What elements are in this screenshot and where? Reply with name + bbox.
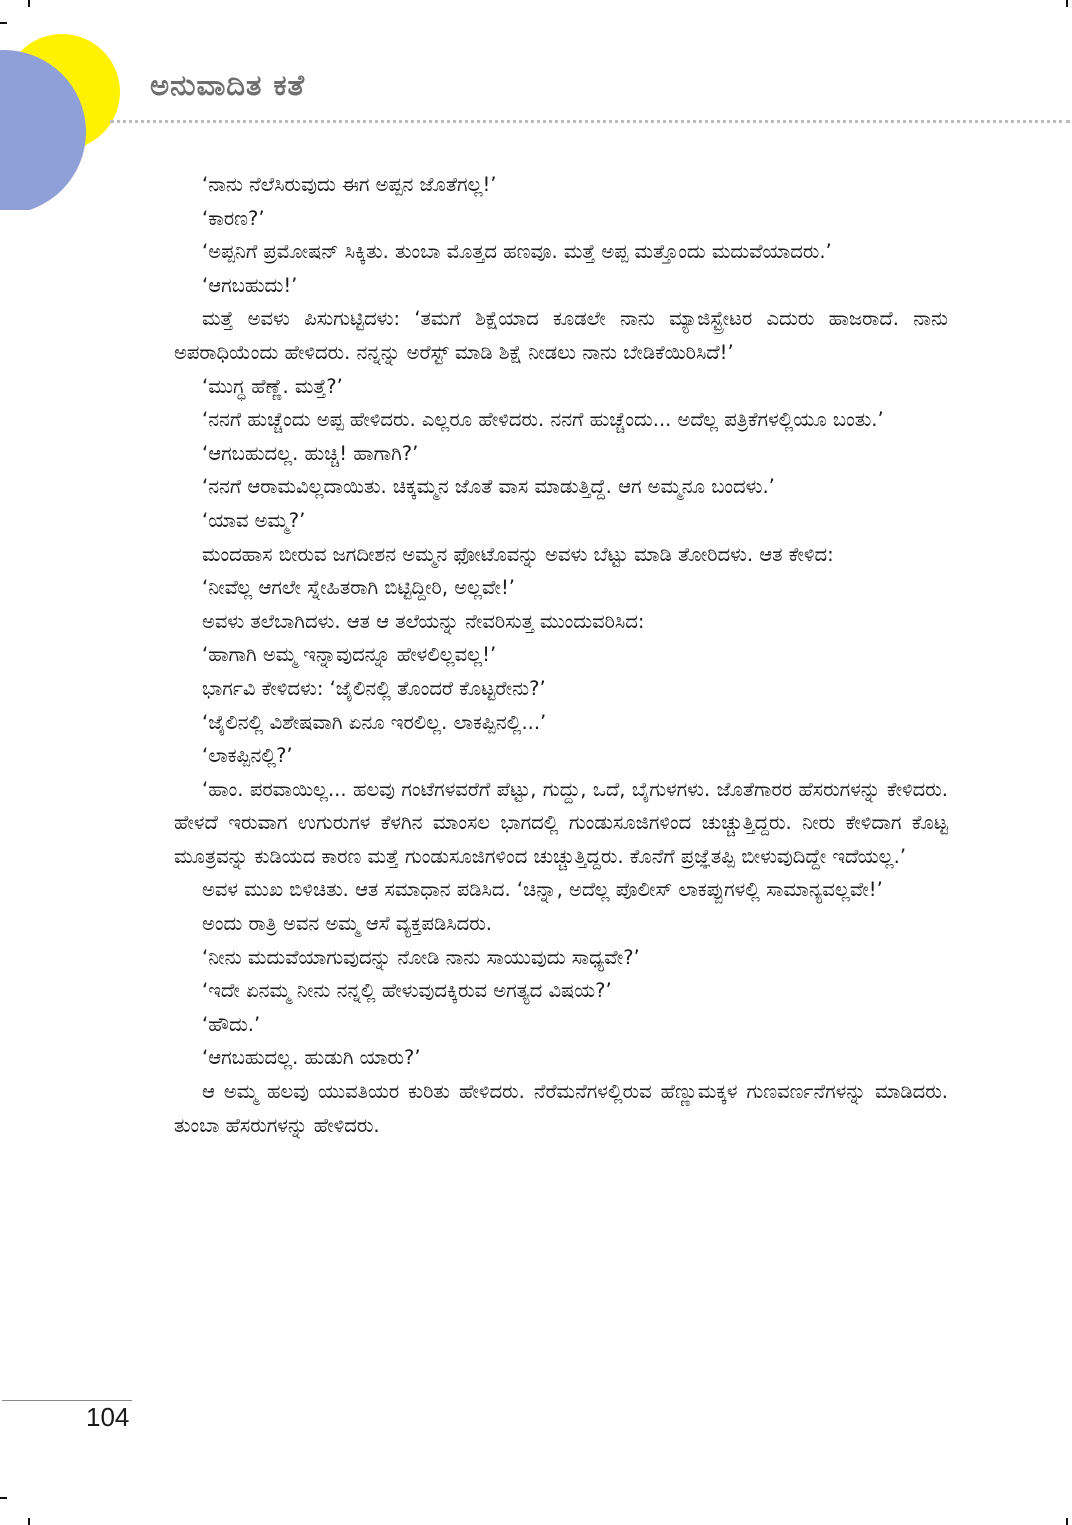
paragraph: ಮಂದಹಾಸ ಬೀರುವ ಜಗದೀಶನ ಅಮ್ಮನ ಫೋಟೊವನ್ನು ಅವಳು ಬೆಟ್ಟು ಮಾಡಿ ತೋರಿದಳು. ಆತ ಕೇಳಿದ:	[202, 542, 834, 566]
page-number: 104	[86, 1402, 130, 1432]
crop-mark-top-right	[1066, 0, 1068, 7]
paragraph: ಭಾರ್ಗವಿ ಕೇಳಿದಳು: ‘ಜೈಲಿನಲ್ಲಿ ತೊಂದರೆ ಕೊಟ್ಟರೇನು?’	[202, 676, 546, 700]
paragraph: ‘ಆಗಬಹುದಲ್ಲ. ಹುಚ್ಚಿ! ಹಾಗಾಗಿ?’	[202, 441, 419, 465]
paragraph: ಅವಳು ತಲೆಬಾಗಿದಳು. ಆತ ಆ ತಲೆಯನ್ನು ನೇವರಿಸುತ್ತ ಮುಂದುವರಿಸಿದ:	[202, 609, 645, 633]
paragraph: ‘ಲಾಕಪ್ಪಿನಲ್ಲಿ?’	[202, 744, 293, 768]
paragraph: ‘ಹಾಂ. ಪರವಾಯಿಲ್ಲ... ಹಲವು ಗಂಟೆಗಳವರೆಗೆ ಪೆಟ್ಟು, ಗುದ್ದು, ಒದೆ, ಬೈಗುಳಗಳು. ಜೊತೆಗಾರರ ಹೆಸರುಗಳನ್ನು ಕೇಳಿದರು. ಹೇಳದೆ ಇರುವಾಗ ಉಗುರುಗಳ ಕೆಳಗಿನ ಮಾಂಸಲ ಭಾಗದಲ್ಲಿ ಗುಂಡುಸೂಜಿಗಳಿಂದ ಚುಚ್ಚುತ್ತಿದ್ದರು. ನೀರು ಕೇಳಿದಾಗ ಕೊಟ್ಟ ಮೂತ್ರವನ್ನು ಕುಡಿಯದ ಕಾರಣ ಮತ್ತೆ ಗುಂಡುಸೂಜಿಗಳಿಂದ ಚುಚ್ಚುತ್ತಿದ್ದರು. ಕೊನೆಗೆ ಪ್ರಜ್ಞೆತಪ್ಪಿ ಬೀಳುವುದಿದ್ದೇ ಇದೆಯಲ್ಲ.’	[174, 777, 948, 868]
paragraph: ‘ನನಗೆ ಆರಾಮವಿಲ್ಲದಾಯಿತು. ಚಿಕ್ಕಮ್ಮನ ಜೊತೆ ವಾಸ ಮಾಡುತ್ತಿದ್ದೆ. ಆಗ ಅಮ್ಮನೂ ಬಂದಳು.’	[202, 475, 775, 499]
paragraph: ‘ಆಗಬಹುದಲ್ಲ. ಹುಡುಗಿ ಯಾರು?’	[202, 1046, 421, 1070]
crop-mark-bottom-left	[0, 1497, 7, 1499]
paragraph: ‘ಕಾರಣ?’	[202, 206, 265, 230]
paragraph: ‘ನಾನು ನೆಲೆಸಿರುವುದು ಈಗ ಅಪ್ಪನ ಜೊತೆಗಲ್ಲ!’	[202, 173, 497, 196]
story-body	[174, 168, 948, 1142]
paragraph: ‘ಹಾಗಾಗಿ ಅಮ್ಮ ಇನ್ನಾವುದನ್ನೂ ಹೇಳಲಿಲ್ಲವಲ್ಲ!’	[202, 643, 497, 667]
paragraph: ‘ನನಗೆ ಹುಚ್ಚೆಂದು ಅಪ್ಪ ಹೇಳಿದರು. ಎಲ್ಲರೂ ಹೇಳಿದರು. ನನಗೆ ಹುಚ್ಚೆಂದು... ಅದೆಲ್ಲ ಪತ್ರಿಕೆಗಳಲ್ಲಿಯೂ ಬಂತು.’	[202, 408, 884, 432]
paragraph: ‘ನೀವೆಲ್ಲ ಆಗಲೇ ಸ್ನೇಹಿತರಾಗಿ ಬಿಟ್ಟಿದ್ದೀರಿ, ಅಲ್ಲವೇ!’	[202, 576, 515, 600]
paragraph: ‘ಜೈಲಿನಲ್ಲಿ ವಿಶೇಷವಾಗಿ ಏನೂ ಇರಲಿಲ್ಲ. ಲಾಕಪ್ಪಿನಲ್ಲಿ...’	[202, 710, 547, 734]
crop-mark-bottom-left-vertical	[28, 1518, 30, 1525]
paragraph: ಅಂದು ರಾತ್ರಿ ಅವನ ಅಮ್ಮ ಆಸೆ ವ್ಯಕ್ತಪಡಿಸಿದರು.	[202, 912, 492, 936]
paragraph: ‘ಯಾವ ಅಮ್ಮ?’	[202, 508, 306, 532]
paragraph: ‘ಮುಗ್ಧ ಹೆಣ್ಣೆ. ಮತ್ತೆ?’	[202, 374, 343, 398]
paragraph: ‘ಅಪ್ಪನಿಗೆ ಪ್ರಮೋಷನ್ ಸಿಕ್ಕಿತು. ತುಂಬಾ ಮೊತ್ತದ ಹಣವೂ. ಮತ್ತೆ ಅಪ್ಪ ಮತ್ತೊಂದು ಮದುವೆಯಾದರು.’	[202, 240, 832, 264]
decorative-circles	[0, 0, 130, 210]
crop-mark-bottom-right	[1066, 1518, 1068, 1525]
footer-rule	[2, 1400, 132, 1401]
paragraph: ‘ಇದೇ ಏನಮ್ಮ ನೀನು ನನ್ನಲ್ಲಿ ಹೇಳುವುದಕ್ಕಿರುವ ಅಗತ್ಯದ ವಿಷಯ?’	[202, 979, 612, 1003]
header-dotted-rule	[110, 120, 1070, 123]
paragraph: ಮತ್ತೆ ಅವಳು ಪಿಸುಗುಟ್ಟಿದಳು: ‘ತಮಗೆ ಶಿಕ್ಷೆಯಾದ ಕೂಡಲೇ ನಾನು ಮ್ಯಾಜಿಸ್ಟ್ರೇಟರ ಎದುರು ಹಾಜರಾದೆ. ನಾನು ಅಪರಾಧಿಯೆಂದು ಹೇಳಿದರು. ನನ್ನನ್ನು ಅರೆಸ್ಟ್ ಮಾಡಿ ಶಿಕ್ಷೆ ನೀಡಲು ನಾನು ಬೇಡಿಕೆಯಿರಿಸಿದೆ!’	[174, 307, 948, 364]
paragraph: ‘ಆಗಬಹುದು!’	[202, 273, 298, 297]
paragraph: ಆ ಅಮ್ಮ ಹಲವು ಯುವತಿಯರ ಕುರಿತು ಹೇಳಿದರು. ನೆರೆಮನೆಗಳಲ್ಲಿರುವ ಹೆಣ್ಣುಮಕ್ಕಳ ಗುಣವರ್ಣನೆಗಳನ್ನು ಮಾಡಿದರು. ತುಂಬಾ ಹೆಸರುಗಳನ್ನು ಹೇಳಿದರು.	[174, 1080, 948, 1137]
section-title: ಅನುವಾದಿತ ಕತೆ	[150, 68, 306, 102]
paragraph: ‘ನೀನು ಮದುವೆಯಾಗುವುದನ್ನು ನೋಡಿ ನಾನು ಸಾಯುವುದು ಸಾಧ್ಯವೇ?’	[202, 945, 640, 969]
paragraph: ‘ಹೌದು.’	[202, 1012, 261, 1036]
paragraph: ಅವಳ ಮುಖ ಬಿಳಿಚಿತು. ಆತ ಸಮಾಧಾನ ಪಡಿಸಿದ. ‘ಚಿನ್ನಾ, ಅದೆಲ್ಲ ಪೊಲೀಸ್ ಲಾಕಪ್ಪುಗಳಲ್ಲಿ ಸಾಮಾನ್ಯವಲ್ಲವೇ!’	[202, 878, 883, 902]
